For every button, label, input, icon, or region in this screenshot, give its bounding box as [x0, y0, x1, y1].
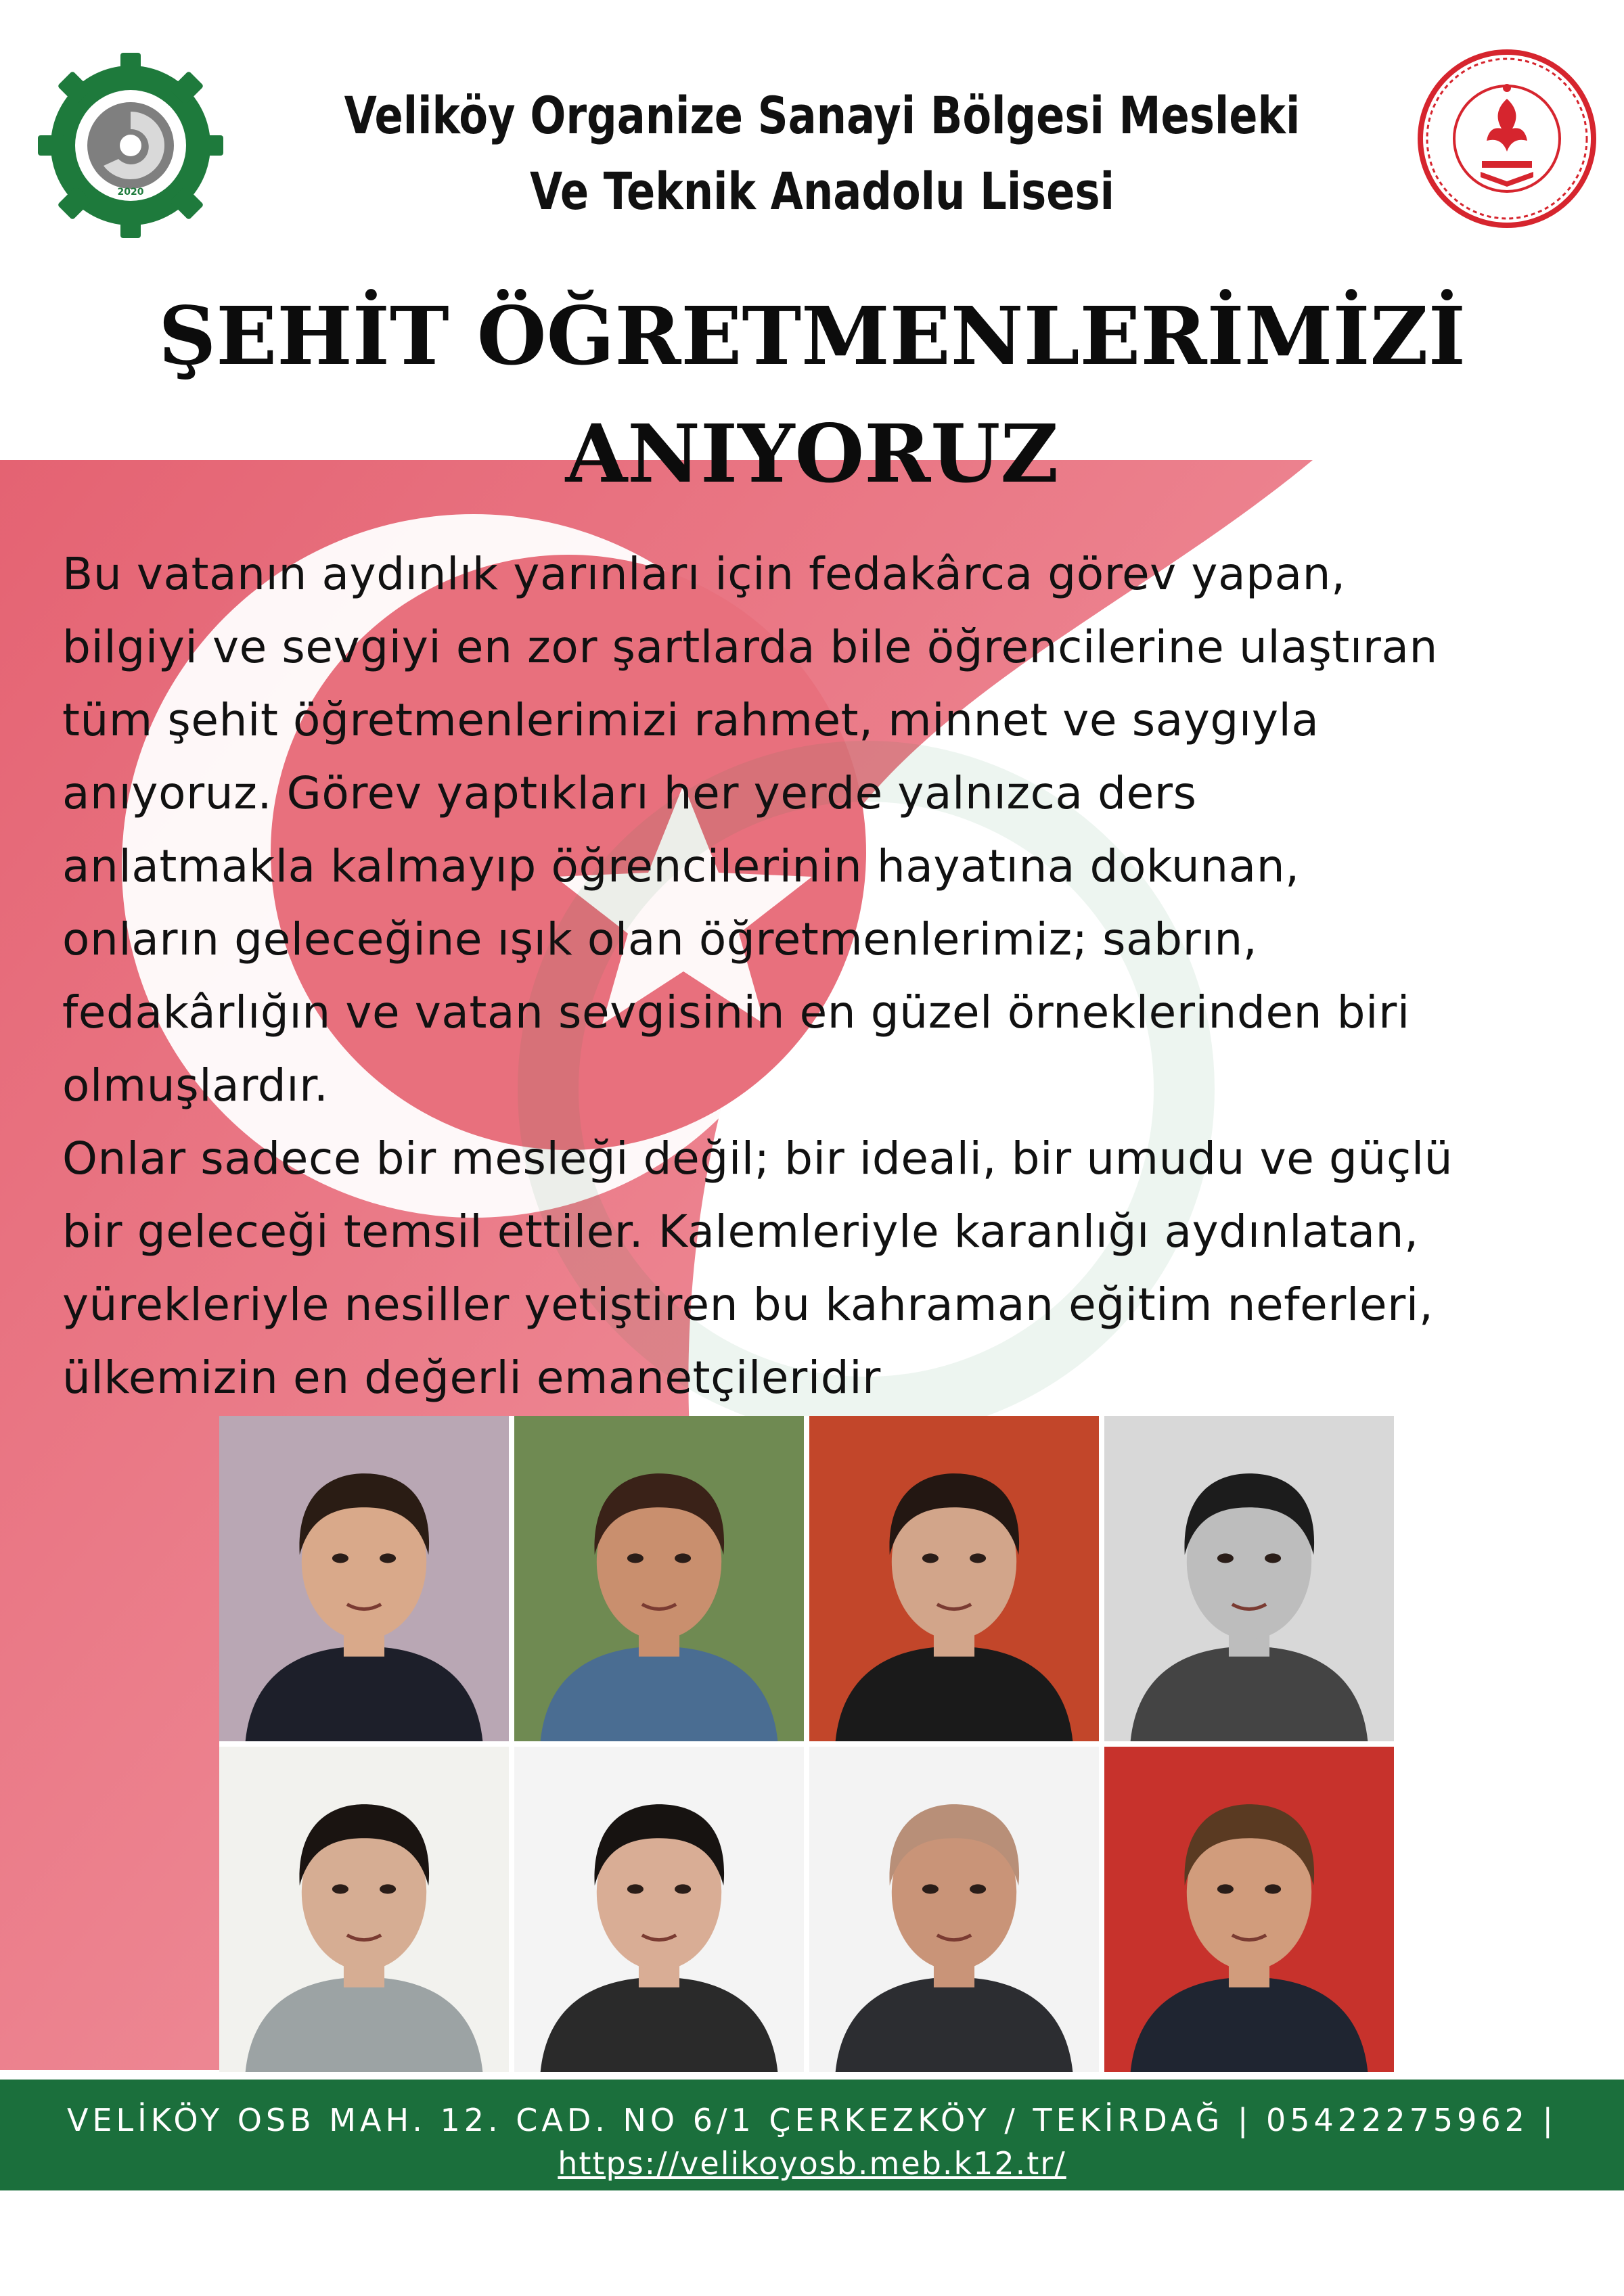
footer [0, 2080, 1624, 2190]
ministry-seal [1416, 47, 1598, 230]
teacher-photo-7 [809, 1747, 1099, 2072]
teacher-photo-1 [219, 1416, 509, 1741]
portrait-photo-icon [1104, 1747, 1394, 2072]
teacher-photo-3 [809, 1416, 1099, 1741]
teacher-photo-5 [219, 1747, 509, 2072]
school-name: Veliköy Organize Sanayi Bölgesi Mesleki Ve Teknik Anadolu Lisesi [344, 85, 1301, 221]
title-line-2: ANIYORUZ [565, 407, 1059, 501]
portrait-photo-icon [809, 1747, 1099, 2072]
teacher-photo-grid [219, 1416, 1394, 2072]
page-title [54, 277, 1570, 513]
portrait-photo-icon [1104, 1416, 1394, 1741]
paragraph-1: Bu vatanın aydınlık yarınları için fedakârca görev yapan, bilgiyi ve sevgiyi en zor şartlarda bile öğrencilerine ulaştıran tüm şehit öğretmenlerimizi rahmet, minnet ve saygıyla anıyoruz. Görev yaptıkları her yerde yalnızca ders anlatmakla kalmayıp öğrencilerinin hayatına dokunan, onların geleceğine ışık olan öğretmenlerimiz; sabrın, fedakârlığın ve vatan sevgisinin en güzel örneklerinden biri olmuşlardır. [62, 548, 1438, 1111]
teacher-photo-6 [514, 1747, 804, 2072]
portrait-photo-icon [219, 1747, 509, 2072]
logo-year: 2020 [117, 187, 144, 198]
portrait-photo-icon [219, 1416, 509, 1741]
teacher-photo-8 [1104, 1747, 1394, 2072]
portrait-photo-icon [809, 1416, 1099, 1741]
teacher-photo-4 [1104, 1416, 1394, 1741]
footer-address: VELİKÖY OSB MAH. 12. CAD. NO 6/1 ÇERKEZKÖY / TEKİRDAĞ | 05422275962 | [66, 2102, 1558, 2138]
website-link[interactable]: https://velikoyosb.meb.k12.tr/ [558, 2145, 1066, 2182]
paragraph-2: Onlar sadece bir mesleği değil; bir ideali, bir umudu ve güçlü bir geleceği temsil ettiler. Kalemleriyle karanlığı aydınlatan, yürekleriyle nesiller yetiştiren bu kahraman eğitim neferleri, ülkemizin en değerli emanetçileridir [62, 1132, 1453, 1404]
teacher-photo-2 [514, 1416, 804, 1741]
school-logo [32, 47, 229, 244]
body-text [62, 538, 1592, 1415]
title-line-1: ŞEHİT ÖĞRETMENLERİMİZİ [158, 289, 1466, 383]
portrait-photo-icon [514, 1416, 804, 1741]
portrait-photo-icon [514, 1747, 804, 2072]
